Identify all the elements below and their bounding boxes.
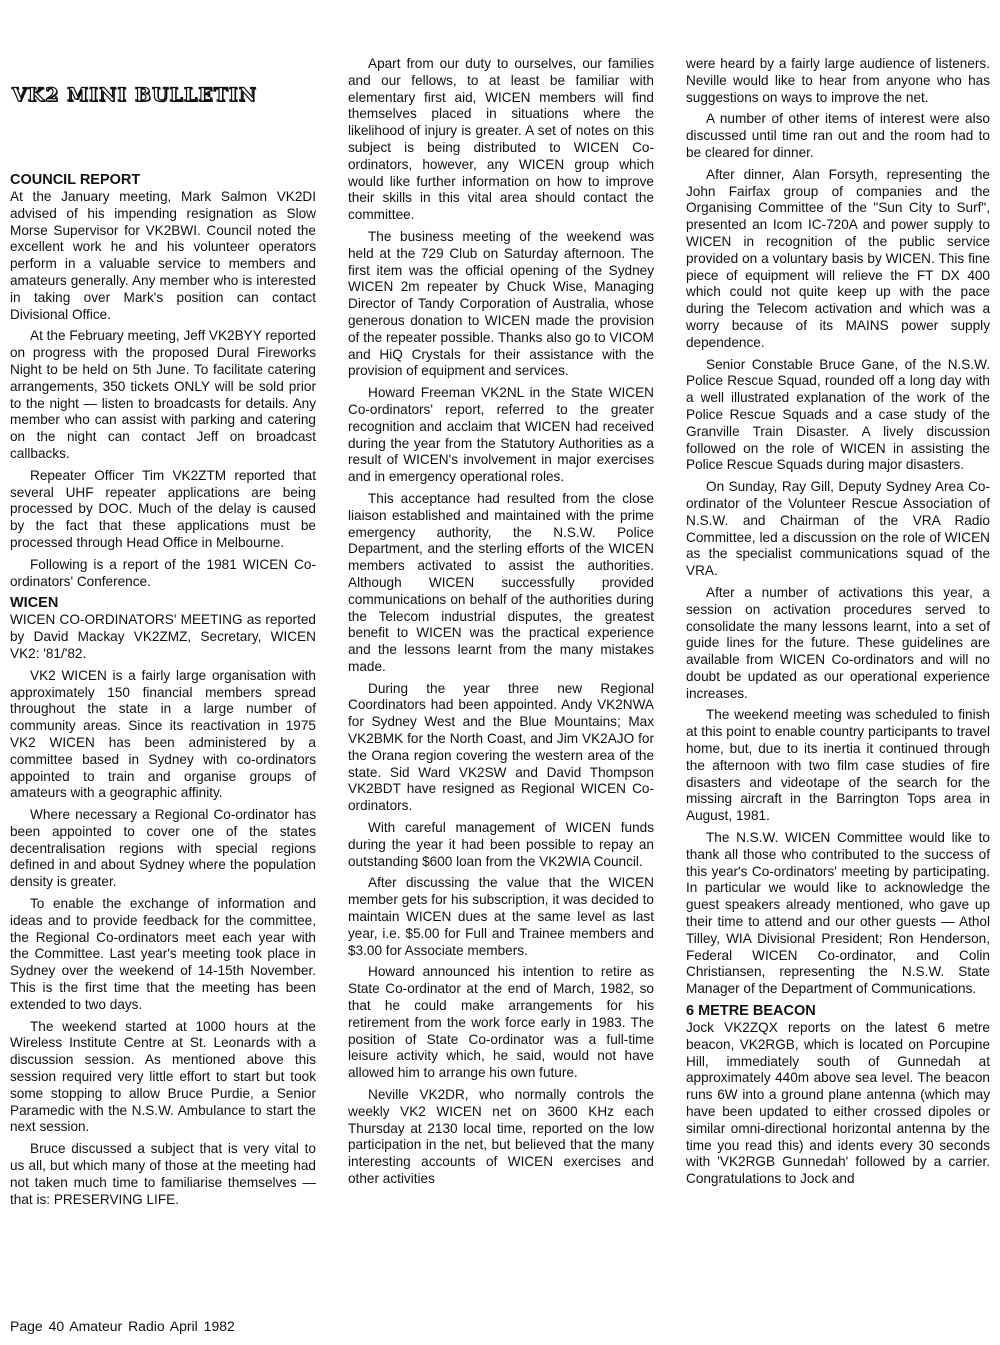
column-1 [10,172,316,1213]
paragraph: After dinner, Alan Forsyth, representing the John Fairfax group of companies and the Organising Committee of the "Sun City to Surf", presented an Icom IC-720A and power supply to WICEN in recognition of the public service provided on a voluntary basis by WICEN. This fine piece of equipment will relieve the FT DX 400 which could not quite keep up with the pace during the Telecom activation and which was a worry because of its MAINS power supply dependence. [686,166,990,350]
paragraph: At the February meeting, Jeff VK2BYY reported on progress with the proposed Dural Fireworks Night to be held on 5th June. To facilitate catering arrangements, 350 tickets ONLY will be sold prior to the night — listen to broadcasts for details. Any member who can assist with parking and catering on the night can contact Jeff on broadcast callbacks. [10,328,316,461]
section-heading-council-report: COUNCIL REPORT [10,172,141,188]
paragraph: Following is a report of the 1981 WICEN Co-ordinators' Conference. [10,556,316,589]
paragraph: With careful management of WICEN funds during the year it had been possible to repay an outstanding $600 loan from the VK2WIA Council. [348,820,654,869]
paragraph: The weekend started at 1000 hours at the Wireless Institute Centre at St. Leonards with a discussion session. As mentioned above this session required very little effort to start but took some stopping to allow Bruce Purdie, a Senior Paramedic with the N.S.W. Ambulance to start the next session. [10,1018,316,1135]
paragraph: At the January meeting, Mark Salmon VK2DI advised of his impending resignation as Slow Morse Supervisor for VK2BWI. Council noted the excellent work he and his volunteer operators perform in a valuable service to members and amateurs generally. Any member who is interested in taking over Mark's position can contact Divisional Office. [10,189,316,322]
column-2 [348,56,654,1193]
paragraph: WICEN CO-ORDINATORS' MEETING as reported by David Mackay VK2ZMZ, Secretary, WICEN VK2: '81/'82. [10,612,316,661]
paragraph: Apart from our duty to ourselves, our families and our fellows, to at least be familiar with elementary first aid, WICEN members will find themselves placed in situations where the likelihood of injury is greater. A set of notes on this subject is being distributed to WICEN Co-ordinators, however, any WICEN group which would like further information on how to improve their skills in this vital area should contact the committee. [348,56,654,223]
paragraph: The N.S.W. WICEN Committee would like to thank all those who contributed to the success of this year's Co-ordinators' meeting by participating. In particular we would like to acknowledge the guest speakers already mentioned, who gave up their time to attend and our other guests — Athol Tilley, WIA Divisional President; Ron Henderson, Federal WICEN Co-ordinator, and Colin Christiansen, representing the N.S.W. State Manager of the Department of Communications. [686,830,990,997]
paragraph: The weekend meeting was scheduled to finish at this point to enable country participants to travel home, but, due to its inertia it continued through the afternoon with two film case studies of fire disasters and videotape of the search for the missing aircraft in the Barrington Tops area in August, 1981. [686,707,990,824]
paragraph: were heard by a fairly large audience of listeners. Neville would like to hear from anyone who has suggestions on ways to improve the net. [686,56,990,105]
section-heading-6-metre-beacon: 6 METRE BEACON [686,1003,816,1020]
section-heading-wicen: WICEN [10,595,59,612]
paragraph: This acceptance had resulted from the close liaison established and maintained with the prime emergency authority, the N.S.W. Police Department, and the sterling efforts of the WICEN members activated to assist the authorities. Although WICEN successfully provided communications on behalf of the authorities during the Telecom industrial disputes, the greatest benefit to WICEN was the practical experience and the lessons learnt from the many mistakes made. [348,490,654,674]
column-3 [686,56,990,1193]
paragraph: After discussing the value that the WICEN member gets for his subscription, it was decided to maintain WICEN dues at the same level as last year, i.e. $5.00 for Full and Trainee members and $3.00 for Associate members. [348,875,654,958]
paragraph: On Sunday, Ray Gill, Deputy Sydney Area Co-ordinator of the Volunteer Rescue Association of N.S.W. and Chairman of the VRA Radio Committee, led a discussion on the role of WICEN as the specialist communications squad of the VRA. [686,479,990,579]
paragraph: Where necessary a Regional Co-ordinator has been appointed to cover one of the states decentralisation regions with special regions defined in and about Sydney where the population density is greater. [10,807,316,890]
paragraph: Jock VK2ZQX reports on the latest 6 metre beacon, VK2RGB, which is located on Porcupine Hill, immediately south of Gunnedah at approximately 440m above sea level. The beacon runs 6W into a ground plane antenna (which may have been updated to either crossed dipoles or similar omni-directional horizontal antenna by the time you read this) and idents every 30 seconds with 'VK2RGB Gunnedah' followed by a carrier. Congratulations to Jock and [686,1020,990,1187]
page-footer: Page 40 Amateur Radio April 1982 [10,1318,235,1334]
paragraph: During the year three new Regional Coordinators had been appointed. Andy VK2NWA for Sydney West and the Blue Mountains; Max VK2BMK for the North Coast, and Jim VK2AJO for the Orana region covering the western area of the state. Sid Ward VK2SW and David Thompson VK2BDT have resigned as Regional WICEN Co-ordinators. [348,680,654,814]
masthead-title: VK2 MINI BULLETIN [12,84,258,106]
paragraph: After a number of activations this year, a session on activation procedures served to consolidate the many lessons learnt, into a set of guide lines for the future. These guidelines are available from WICEN Co-ordinators and will no doubt be updated as our operational experience increases. [686,584,990,701]
paragraph: The business meeting of the weekend was held at the 729 Club on Saturday afternoon. The first item was the official opening of the Sydney WICEN 2m repeater by Chuck Wise, Managing Director of Tandy Corporation of Australia, whose generous donation to WICEN made the provision of the repeater possible. Thanks also go to VICOM and HiQ Crystals for their assistance with the provision of equipment and services. [348,228,654,379]
paragraph: Repeater Officer Tim VK2ZTM reported that several UHF repeater applications are being processed by DOC. Much of the delay is caused by the fact that these applications must be processed through Head Office in Melbourne. [10,467,316,550]
paragraph: To enable the exchange of information and ideas and to provide feedback for the committee, the Regional Co-ordinators meet each year with the Committee. Last year's meeting took place in Sydney over the weekend of 14-15th November. This is the first time that the meeting has been extended to two days. [10,896,316,1012]
paragraph: A number of other items of interest were also discussed until time ran out and the room had to be cleared for dinner. [686,111,990,160]
paragraph: Howard Freeman VK2NL in the State WICEN Co-ordinators' report, referred to the greater recognition and acclaim that WICEN had received during the year from the Statutory Authorities as a result of WICEN's involvement in major exercises and in emergency operational roles. [348,385,654,485]
paragraph: Bruce discussed a subject that is very vital to us all, but which many of those at the meeting had not taken much time to familiarise themselves — that is: PRESERVING LIFE. [10,1141,316,1207]
paragraph: Senior Constable Bruce Gane, of the N.S.W. Police Rescue Squad, rounded off a long day with a well illustrated explanation of the work of the Police Rescue Squads and a case study of the Granville Train Disaster. A lively discussion followed on the role of WICEN in assisting the Police Rescue Squads during major disasters. [686,356,990,473]
paragraph: Neville VK2DR, who normally controls the weekly VK2 WICEN net on 3600 KHz each Thursday at 2130 local time, reported on the low participation in the net, but believed that the many interesting accounts of WICEN exercises and other activities [348,1087,654,1186]
paragraph: Howard announced his intention to retire as State Co-ordinator at the end of March, 1982, so that he could make arrangements for his retirement from the work force early in 1983. The position of State Co-ordinator was a full-time leisure activity which, he said, would not have allowed him to arrange his own future. [348,964,654,1081]
paragraph: VK2 WICEN is a fairly large organisation with approximately 150 financial members spread throughout the state in a large number of community areas. Since its reactivation in 1975 VK2 WICEN has been administered by a committee based in Sydney with co-ordinators appointed to train and organise groups of amateurs with a geographic affinity. [10,667,316,801]
